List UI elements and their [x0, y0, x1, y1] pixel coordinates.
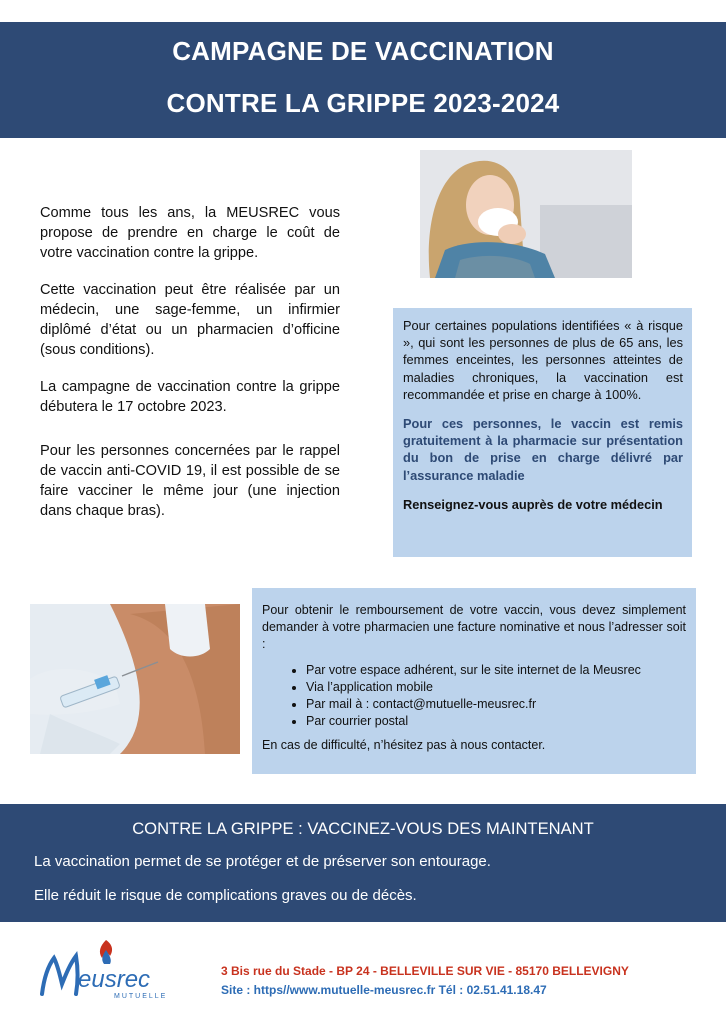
refund-methods-list: [262, 662, 686, 730]
list-item: • Par votre espace adhérent, sur le site internet de la Meusrec: [306, 662, 686, 679]
banner-title: CONTRE LA GRIPPE : VACCINEZ-VOUS DES MAINTENANT: [132, 819, 594, 838]
intro-paragraph: Comme tous les ans, la MEUSREC vous propose de prendre en charge le coût de votre vaccination contre la grippe.: [40, 205, 340, 261]
footer-contact: [221, 962, 721, 1000]
sick-woman-photo: [420, 150, 632, 278]
meusrec-logo: [40, 936, 180, 1006]
logo-tagline: MUTUELLE: [114, 993, 168, 1000]
banner-line-1: La vaccination permet de se protéger et de préserver son entourage.: [34, 853, 491, 870]
refund-info-box: [252, 588, 696, 774]
header-banner: [0, 22, 726, 138]
list-item: • Par mail à : contact@mutuelle-meusrec.fr: [306, 696, 686, 713]
risk-info-box: [393, 308, 692, 557]
injection-illustration: [30, 604, 240, 754]
logo-wordmark: eusrec: [78, 966, 151, 993]
footer-site-phone: Site : https//www.mutuelle-meusrec.fr Tél : 02.51.41.18.47: [221, 983, 547, 997]
refund-intro-text: Pour obtenir le remboursement de votre vaccin, vous devez simplement demander à votre pharmacien une facture nominative et nous l’adresser soit :: [262, 603, 686, 651]
ask-doctor-text: Renseignez-vous auprès de votre médecin: [403, 496, 663, 512]
sick-woman-illustration: [420, 150, 632, 278]
meusrec-logo-graphic: [40, 936, 180, 1006]
contact-us-text: En cas de difficulté, n’hésitez pas à nous contacter.: [262, 738, 546, 752]
footer-address: 3 Bis rue du Stade - BP 24 - BELLEVILLE SUR VIE - 85170 BELLEVIGNY: [221, 964, 629, 978]
list-item: • Via l’application mobile: [306, 679, 686, 696]
title-line-1: CAMPAGNE DE VACCINATION: [172, 36, 554, 66]
practitioners-paragraph: Cette vaccination peut être réalisée par un médecin, une sage-femme, un infirmier diplômé d’état ou un pharmacien d’officine (sous conditions).: [40, 282, 340, 358]
covid-paragraph: Pour les personnes concernées par le rappel de vaccin anti-COVID 19, il est possible de se faire vacciner le même jour (une injection dans chaque bras).: [40, 443, 340, 519]
list-item: • Par courrier postal: [306, 713, 686, 730]
title-line-2: CONTRE LA GRIPPE 2023-2024: [166, 88, 560, 118]
call-to-action-banner: [0, 804, 726, 922]
free-vaccine-text: Pour ces personnes, le vaccin est remis gratuitement à la pharmacie sur présentation du bon de prise en charge délivré par l’assurance maladie: [403, 416, 683, 483]
intro-text: [40, 203, 340, 521]
banner-line-2: Elle réduit le risque de complications graves ou de décès.: [34, 887, 417, 904]
campaign-date-paragraph: La campagne de vaccination contre la grippe débutera le 17 octobre 2023.: [40, 379, 340, 415]
risk-populations-text: Pour certaines populations identifiées « à risque », qui sont les personnes de plus de 65 ans, les femmes enceintes, les personnes atteintes de maladies chroniques, la vaccination est recommandée et prise en charge à 100%.: [403, 318, 683, 402]
injection-photo: [30, 604, 240, 754]
